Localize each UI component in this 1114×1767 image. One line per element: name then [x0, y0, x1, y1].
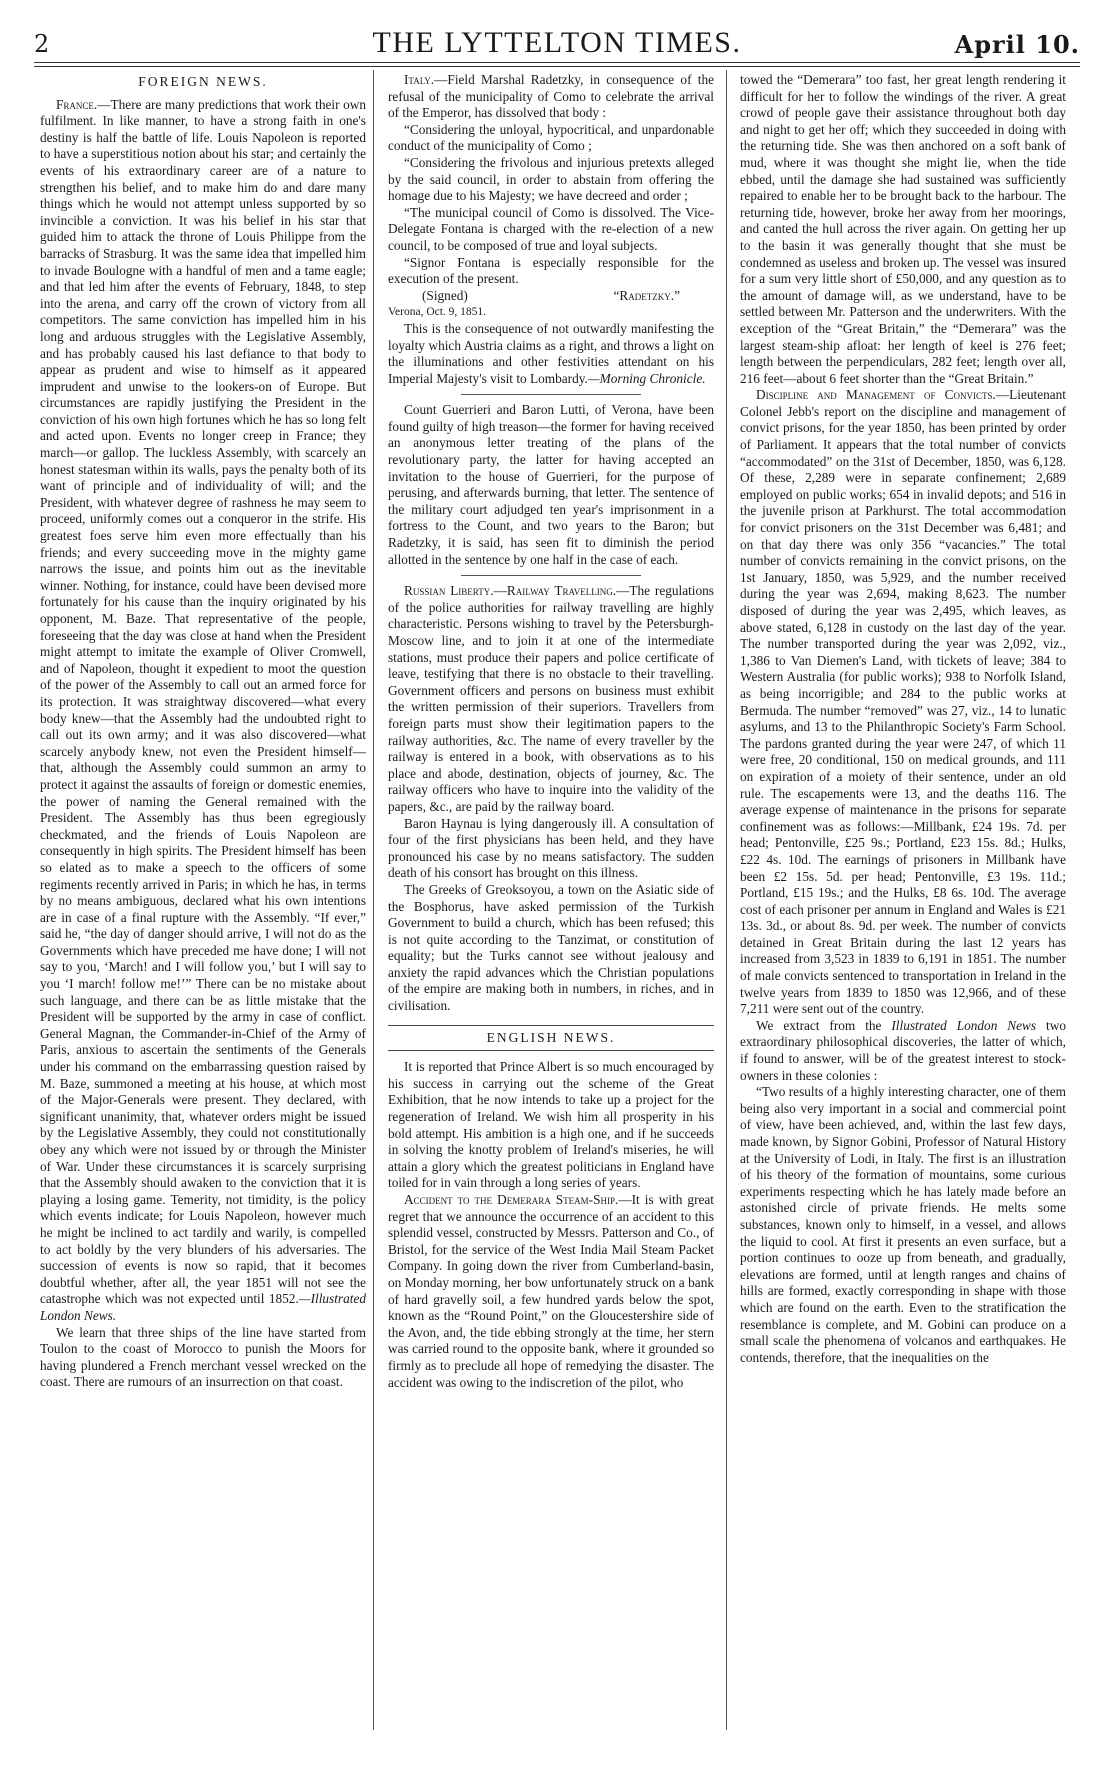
- italy-commentary-text: This is the consequence of not outwardly manifesting the loyalty which Austria claims as a right, and throws a light on the illuminations and other festivities attendant on his Imperial Majesty's visit to Lombardy.: [388, 320, 714, 386]
- masthead-rule: [34, 62, 1080, 63]
- article-prince-albert: It is reported that Prince Albert is so much encouraged by his success in carrying out the scheme of the Great Exhibition, that he now intends to take up a project for the regeneration of Ireland. We wish him all prosperity in his bold attempt. His ambition is a high one, and if he succeeds in solving the knotty problem of Ireland's miseries, he will attain a glory which the greatest politicians in England have toiled for in vain through a long series of years.: [388, 1059, 714, 1191]
- english-news-heading: ENGLISH NEWS.: [388, 1025, 714, 1052]
- italy-quote-4: “Signor Fontana is especially responsible for the execution of the present.: [388, 254, 714, 287]
- section-lead-convicts: Discipline and Management of Convicts.: [756, 387, 996, 403]
- column-2: [388, 72, 714, 1391]
- france-source: —Illustrated London News.: [40, 1291, 366, 1323]
- column-divider-2: [726, 70, 727, 1730]
- article-russia: [388, 583, 714, 815]
- gobini-source: Illustrated London News: [891, 1017, 1037, 1033]
- masthead-rule-thin: [34, 66, 1080, 67]
- article-france: [40, 97, 366, 1325]
- italy-commentary: [388, 321, 714, 387]
- gobini-intro-rest: two extraordinary philosophical discoveries, the latter of which, if found to answer, will be of the greatest interest to stock-owners in these colonies :: [740, 1017, 1066, 1083]
- italy-text: —Field Marshal Radetzky, in consequence of the refusal of the municipality of Como to celebrate the arrival of the Emperor, has dissolved that body :: [388, 72, 714, 121]
- signature-line: [388, 288, 714, 305]
- section-lead-demerara: Accident to the Demerara Steam-Ship.: [404, 1192, 619, 1207]
- column-1: [40, 72, 366, 1391]
- italy-quote-2: “Considering the frivolous and injurious pretexts alleged by the said council, in order to abstain from offering the homage due to his Majesty; we have decreed and order ;: [388, 154, 714, 204]
- masthead: [34, 26, 1080, 62]
- convicts-text: —Lieutenant Colonel Jebb's report on the discipline and management of convict prisons, for the year 1850, has been printed by order of Parliament. It appears that the total number of convicts “accommodated” on the 31st of December, 1850, was 6,128. Of these, 2,289 were in separate confinement; 2,689 employed on public works; 654 in invalid depots; and 516 in the juvenile prison at Parkhurst. The total accommodation for convict prisoners on the 31st December was 6,481; and on that day there was only 356 “vacancies.” The total number of convicts remaining in the convict prisons, on the 1st January, 1850, was 5,929, and the number received during the year was 2,694, making 8,623. The number disposed of during the year was 2,495, which leaves, as above stated, 6,128 in custody on the last day of the year. The number transported during the year was 2,092, viz., 1,386 to Van Diemen's Land, with tickets of leave; 384 to Western Australia (for public works); 938 to Norfolk Island, as being incorrigible; and 284 to the public works at Bermuda. The number “removed” was 27, viz., 14 to lunatic asylums, and 13 to the Philanthropic Society's Farm School. The pardons granted during the year were 247, of which 11 were free, 20 conditional, 150 on medical grounds, and 111 on expiration of a moiety of their sentence, under an old rule. The escapements were 13, and the deaths 116. The average expense of maintenance in the prisons for separate confinement was as follows:—Millbank, £24 19s. 7d. per head; Pentonville, £25 9s.; Portland, £23 15s. 8d.; Hulks, £22 4s. 10d. The earnings of prisoners in Millbank have been £2 15s. 5d. per head; Pentonville, £3 19s. 11d.; Portland, £15 19s.; and the Hulks, £8 6s. 10d. The average cost of each prisoner per annum in England and Wales is £21 13s. 3d., or about 8s. 9d. per week. The number of convicts detained in Great Britain during the last 12 years has increased from 3,523 in 1839 to 6,191 in 1851. The number of male convicts sentenced to transportation in Ireland in the twelve years from 1839 to 1850 was 12,966, and of these 7,211 were sent out of the country.: [740, 387, 1066, 1017]
- article-italy: [388, 72, 714, 122]
- demerara-continued: towed the “Demerara” too fast, her great length rendering it difficult for her to follow the windings of the river. A great crowd of people gave their assistance throughout both day and night to get her off; which they succeeded in doing with the returning tide. She was then anchored on a soft bank of mud, where it was thought she might lie, when the tide ebbed, until the damage she had sustained was sufficiently repaired to enable her to be brought back to the harbour. The returning tide, however, broke her away from her moorings, and canted the hull across the river again. On getting her up to the basin it was generally thought that she must be condemned as useless and broken up. The vessel was insured for a sum very little short of £50,000, and any question as to the amount of damage will, as we understand, have to be settled between Mr. Patterson and the underwriters. With the exception of the “Great Britain,” the “Demerara” was the largest steam-ship afloat: her length of keel is 276 feet; length between the perpendiculars, 282 feet; length over all, 216 feet—about 6 feet shorter than the “Great Britain.”: [740, 72, 1066, 386]
- signed-label: (Signed): [422, 287, 468, 303]
- article-convicts: [740, 387, 1066, 1018]
- article-gobini-intro: [740, 1018, 1066, 1084]
- column-divider-1: [373, 70, 374, 1730]
- separator: [461, 575, 640, 576]
- section-lead-france: France.: [56, 96, 98, 112]
- separator: [461, 394, 640, 395]
- section-lead-russia: Russian Liberty.—Railway Travelling.: [404, 583, 617, 599]
- newspaper-title: THE LYTTELTON TIMES.: [372, 26, 742, 59]
- section-lead-italy: Italy.: [404, 72, 435, 87]
- signer-name: “Radetzky.”: [613, 287, 680, 303]
- issue-date: April 10.: [954, 30, 1080, 59]
- russia-text: —The regulations of the police authorities for railway travelling are highly characteristic. Persons wishing to travel by the Petersburgh-Moscow line, and to join it at one of the intermediate stations, must produce their papers and police certificate of leave, testifying that there is no obstacle to their travelling. Government officers and persons on business must exhibit the written permission of their superiors. Travellers from foreign parts must show their legitimation papers to the railway authorities, &c. The name of every traveller by the railway is entered in a book, with observations as to his place and abode, destination, objects of journey, &c. The railway officers who have to inquire into the validity of the papers, &c., are paid by the railway board.: [388, 583, 714, 814]
- article-demerara: [388, 1192, 714, 1391]
- article-haynau: Baron Haynau is lying dangerously ill. A consultation of four of the first physicians has been held, and they have pronounced his case by no means satisfactory. The sudden death of his consort has brought on this illness.: [388, 815, 714, 881]
- italy-quote-3: “The municipal council of Como is dissolved. The Vice-Delegate Fontana is charged with the re-election of a new council, to be composed of true and loyal subjects.: [388, 204, 714, 253]
- foreign-news-heading: FOREIGN NEWS.: [138, 74, 268, 89]
- italy-source: —Morning Chronicle.: [587, 370, 706, 386]
- article-guerrieri: Count Guerrieri and Baron Lutti, of Verona, have been found guilty of high treason—the former for having received an anonymous letter treating of the plans of the revolutionary party, the latter for having accepted an invitation to the house of Guerrieri, for the purpose of perusing, and afterwards burning, that letter. The sentence of the military court adjudged ten year's imprisonment in a fortress to the Count, and two years to the Baron; but Radetzky, it is said, has seen fit to diminish the period allotted in the sentence by one half in the case of each.: [388, 402, 714, 567]
- article-toulon: We learn that three ships of the line have started from Toulon to the coast of Morocco to punish the Moors for having plundered a French merchant vessel wrecked on the coast. There are rumours of an insurrection on that coast.: [40, 1324, 366, 1390]
- page-number: 2: [34, 30, 50, 58]
- italy-quote-1: “Considering the unloyal, hypocritical, and unpardonable conduct of the municipality of Como ;: [388, 121, 714, 154]
- demerara-text: —It is with great regret that we announce the occurrence of an accident to this splendid vessel, constructed by Messrs. Patterson and Co., of Bristol, for the service of the West India Mail Steam Packet Company. In going down the river from Cumberland-basin, on Monday morning, her bow unfortunately struck on a bank of hard gravelly soil, a few hundred yards below the spot, known as the “Round Point,” on the Gloucestershire side of the Avon, and, the tide ebbing strongly at the time, her stern was carried round to the opposite bank, where it grounded so firmly as to preclude all hope of remedying the disaster. The accident was owing to the indiscretion of the pilot, who: [388, 1192, 714, 1390]
- gobini-intro-text: We extract from the: [756, 1017, 892, 1033]
- france-text: —There are many predictions that work their own fulfilment. In like manner, to have a strong faith in one's destiny is half the battle of life. Louis Napoleon is reported to have a superstitious notion about his star; and certainly the events of his extraordinary career are of a nature to strengthen his belief, and to make him do and dare many things which he would not attempt unless supported by so invincible a conviction. It was his belief in his star that guided him to attack the throne of Louis Philippe from the barracks of Strasburg. It was the same idea that impelled him to invade Boulogne with a handful of men and a tame eagle; and that led him after the events of February, 1848, to step into the arena, and carry off the crown of victory from all competitors. The same conviction has impelled him in his long and arduous struggles with the Legislative Assembly, and has probably caused his last defiance to that body to appear as prudent and wise to himself as it appeared imprudent and unwise to the lookers-on of Europe. But circumstances are rapidly justifying the President in the conviction of his own high fortunes which he has so long felt and acted upon. Events no longer creep in France; they march—or gallop. The luckless Assembly, with scarcely an honest statesman within its walls, pays the penalty both of its want of principle and of individuality of will; and the President, with whatever degree of rashness he may seem to proceed, uniformly comes out a conqueror in the strife. His greatest foes serve him even more effectually than his friends; and every succeeding move in the mighty game narrows the issue, and points him out as the inevitable winner. Nothing, for instance, could have been devised more fortunately for his cause than the inquiry originated by his opponent, M. Baze. That representative of the people, foreseeing that the day was close at hand when the President might attempt to imitate the example of Oliver Cromwell, and of Napoleon, thought it expedient to moot the question of the power of the Assembly to call out an armed force for its protection. It was straightway discovered—what every body knew—that the Assembly had the undoubted right to call out its own army; and it was also discovered—what scarcely anybody knew, not even the President himself—that, although the Assembly could summon an army to protect it against the assaults of foreign or domestic enemies, the power of naming the General remained with the President. The Assembly has thus been egregiously checkmated, and the friends of Louis Napoleon are consequently in high spirits. The President himself has been so elated as to make a speech to the officers of some regiments recently arrived in Paris; in which he has, in terms by no means ambiguous, declared what his own intentions are in case of a final rupture with the Assembly. “If ever,” said he, “the day of danger should arrive, I will not do as the Governments which have preceded me have done; I will not say to you, ‘March! and I will follow you,’ but I will say to you ‘I march! follow me!’” There can be no mistake about such language, and there can be as little mistake that the President will be supported by the army in case of conflict. General Magnan, the Commander-in-Chief of the Army of Paris, anxious to ascertain the sentiments of the Generals under his command on the embarrassing question raised by M. Baze, summoned a meeting at his house, at which most of the Major-Generals were present. They declared, with significant unanimity, that, whatever orders might be issued by the Legislative Assembly, they could not constitutionally obey any which were not issued by or through the Minister of War. Under these circumstances it is scarcely surprising that the Assembly should awaken to the conviction that it is playing a losing game. Temerity, not timidity, is the policy which events indicate; for Louis Napoleon, however much he might be inclined to act tardily and warily, is compelled to act boldly by the very blunders of his adversaries. The succession of events is now so rapid, that it becomes doubtful whether, after all, the year 1851 will not see the catastrophe which was not expected until 1852.: [40, 96, 366, 1307]
- article-greeks: The Greeks of Greoksoyou, a town on the Asiatic side of the Bosphorus, have asked permission of the Turkish Government to build a church, which has been refused; this is not quite according to the Tanzimat, or constitution of equality; but the Turks cannot see without jealousy and anxiety the rapid advances which the Christian populations of the empire are making both in numbers, in riches, and in civilisation.: [388, 881, 714, 1014]
- column-3: [740, 72, 1066, 1366]
- dateline: Verona, Oct. 9, 1851.: [388, 306, 487, 319]
- article-gobini: “Two results of a highly interesting character, one of them being also very important in a social and commercial point of view, have been achieved, and, within the last few days, made known, by Signor Gobini, Professor of Natural History at the University of Lodi, in Italy. The first is an illustration of his theory of the formation of mountains, some curious experiments respecting which he has lately made before an astonished circle of private friends. He melts some substances, known only to himself, in a vessel, and allows the liquid to cool. At first it presents an even surface, but a portion continues to ooze up from beneath, and gradually, elevations are formed, until at length ranges and chains of hills are formed, exactly corresponding in shape with those which are found on the earth. Even to the stratification the resemblance is complete, and M. Gobini can produce on a small scale the phenomena of volcanos and earthquakes. He contends, therefore, that the inequalities on the: [740, 1084, 1066, 1365]
